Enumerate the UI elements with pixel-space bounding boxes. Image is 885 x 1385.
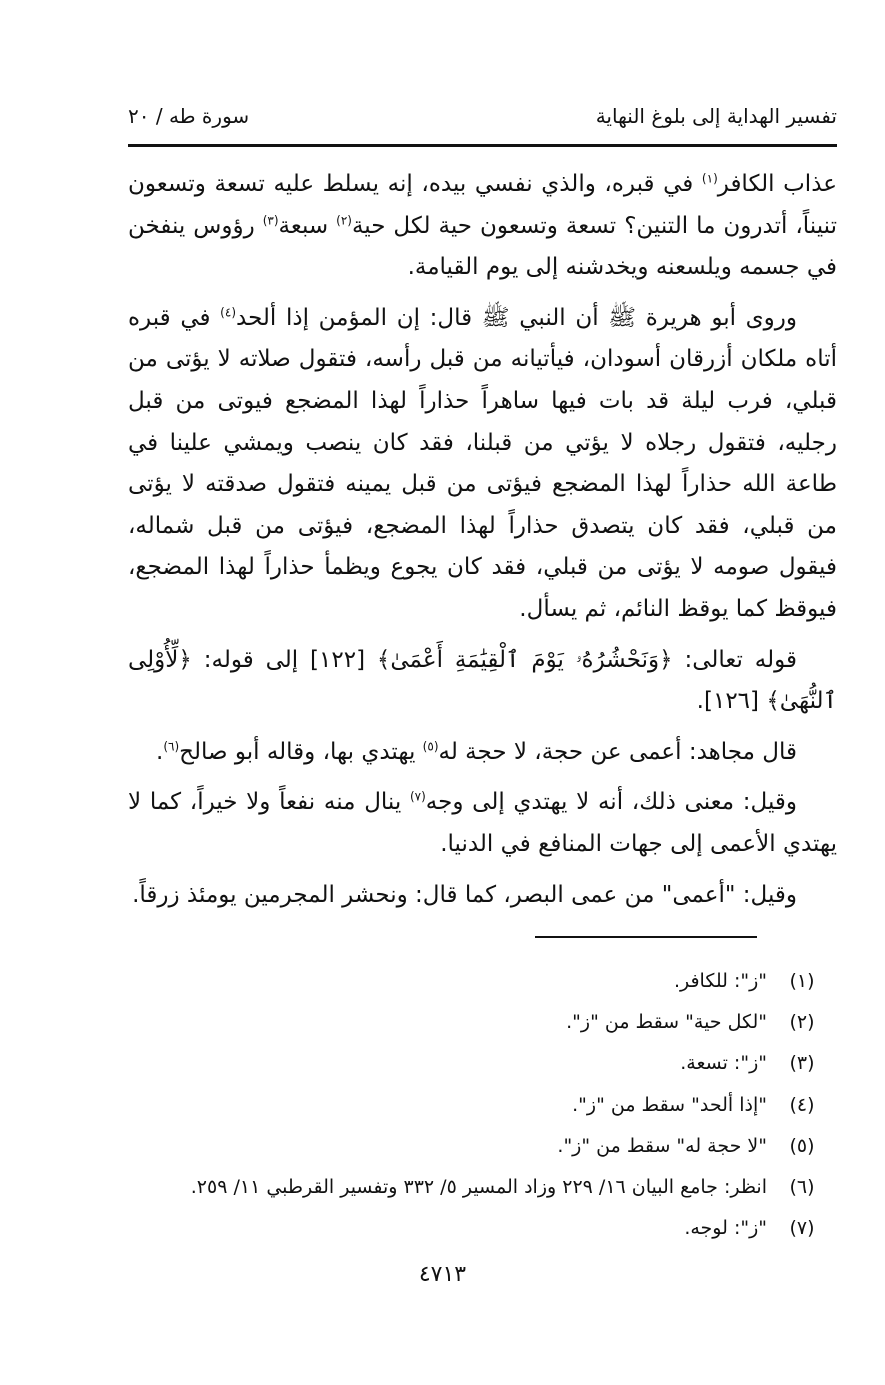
footnote-ref[interactable]: (٤) bbox=[220, 305, 236, 320]
footnote-ref[interactable]: (٣) bbox=[262, 212, 279, 227]
footnote-ref[interactable]: (٧) bbox=[409, 789, 426, 804]
main-text bbox=[128, 164, 837, 916]
footnote-number: (١) bbox=[789, 969, 815, 992]
text-run: . bbox=[156, 738, 164, 765]
paragraph-1 bbox=[128, 164, 837, 289]
footnote-number: (٢) bbox=[789, 1010, 815, 1033]
quran-citation: قوله تعالى: ﴿وَنَحْشُرُهُۥ يَوْمَ ٱلْقِيَٰمَةِ أَعْمَىٰ﴾ [١٢٢] إلى قوله: ﴿لِّأُوْلِى ٱلنُّهَىٰ﴾ [١٢٦]. bbox=[128, 646, 837, 715]
text-run: وروى أبو هريرة ﷺ أن النبي ﷺ قال: إن المؤمن إذا ألحد bbox=[236, 304, 797, 331]
text-run: في قبره أتاه ملكان أزرقان أسودان، فيأتيانه من قبل رأسه، فتقول صلاته لا يؤتى من قبلي، فرب ليلة قد بات فيها ساهراً حذاراً لهذا المضجع فيوتى من قبل رجليه، فتقول رجلاه لا يؤتي من قبلنا، فقد كان ينصب ويمشي علينا في طاعة الله حذاراً لهذا المضجع فيؤتى من قبل يمينه فتقول صدقته لا يؤتى من قبلي، فقد كان يتصدق حذاراً لهذا المضجع، فيؤتى من قبل شماله، فيقول صومه لا يؤتى من قبلي، فقد كان يجوع ويظمأ حذاراً لهذا المضجع، فيوقظ كما يوقظ النائم، ثم يسأل. bbox=[128, 304, 837, 622]
text-run: يهتدي بها، وقاله أبو صالح bbox=[179, 738, 423, 765]
footnote-item bbox=[160, 1208, 837, 1249]
footnote-separator bbox=[535, 936, 757, 938]
footnote-number: (٤) bbox=[789, 1093, 815, 1116]
footnote-text: "ز": تسعة. bbox=[680, 1052, 767, 1075]
footnote-item bbox=[160, 1125, 837, 1166]
footnote-text: "إذا ألحد" سقط من "ز". bbox=[572, 1093, 767, 1116]
text-run: عذاب الكافر bbox=[717, 171, 837, 197]
text-run: وقيل: معنى ذلك، أنه لا يهتدي إلى وجه bbox=[425, 789, 797, 816]
running-header bbox=[128, 100, 837, 136]
footnote-item bbox=[160, 1166, 837, 1207]
footnote-number: (٣) bbox=[789, 1052, 815, 1075]
footnote-text: انظر: جامع البيان ١٦/ ٢٢٩ وزاد المسير ٥/ ٣٣٢ وتفسير القرطبي ١١/ ٢٥٩. bbox=[190, 1176, 767, 1199]
footnote-ref[interactable]: (٥) bbox=[422, 739, 439, 754]
paragraph-6: وقيل: "أعمى" من عمى البصر، كما قال: ونحشر المجرمين يومئذ زرقاً. bbox=[132, 881, 797, 908]
footnote-item bbox=[160, 1001, 837, 1042]
paragraph-2 bbox=[128, 298, 837, 631]
footnote-number: (٦) bbox=[789, 1176, 815, 1199]
footnote-item bbox=[160, 960, 837, 1001]
book-title: تفسير الهداية إلى بلوغ النهاية bbox=[595, 104, 837, 128]
footnotes bbox=[160, 960, 837, 1249]
footnote-text: "ز": للكافر. bbox=[673, 969, 767, 992]
footnote-number: (٥) bbox=[789, 1134, 815, 1157]
text-run: قال مجاهد: أعمى عن حجة، لا حجة له bbox=[438, 738, 797, 765]
footnote-item bbox=[160, 1043, 837, 1084]
surah-label: سورة طه / ٢٠ bbox=[128, 104, 250, 128]
footnote-text: "ز": لوجه. bbox=[684, 1217, 767, 1240]
footnote-text: "لا حجة له" سقط من "ز". bbox=[557, 1134, 767, 1157]
footnote-text: "لكل حية" سقط من "ز". bbox=[566, 1010, 767, 1033]
paragraph-5 bbox=[128, 782, 837, 865]
page-number: ٤٧١٣ bbox=[418, 1262, 467, 1287]
footnote-ref[interactable]: (٢) bbox=[336, 212, 352, 227]
footnote-ref[interactable]: (٦) bbox=[163, 739, 180, 754]
paragraph-4 bbox=[128, 732, 837, 774]
text-run: في قبره، والذي نفسي بيده، إنه يسلط عليه تسعة وتسعون تنيناً، أتدرون ما التنين؟ تسعة وتسعون حية لكل حية bbox=[128, 171, 837, 239]
text-run: سبعة bbox=[278, 212, 337, 239]
text-run: ينال منه نفعاً ولا خيراً، كما لا يهتدي الأعمى إلى جهات المنافع في الدنيا. bbox=[128, 789, 837, 857]
footnote-ref[interactable]: (١) bbox=[701, 171, 718, 186]
header-rule bbox=[128, 144, 837, 147]
footnote-item bbox=[160, 1084, 837, 1125]
text-run: رؤوس ينفخن في جسمه ويلسعنه ويخدشنه إلى يوم القيامة. bbox=[128, 212, 837, 281]
footnote-number: (٧) bbox=[789, 1217, 815, 1240]
